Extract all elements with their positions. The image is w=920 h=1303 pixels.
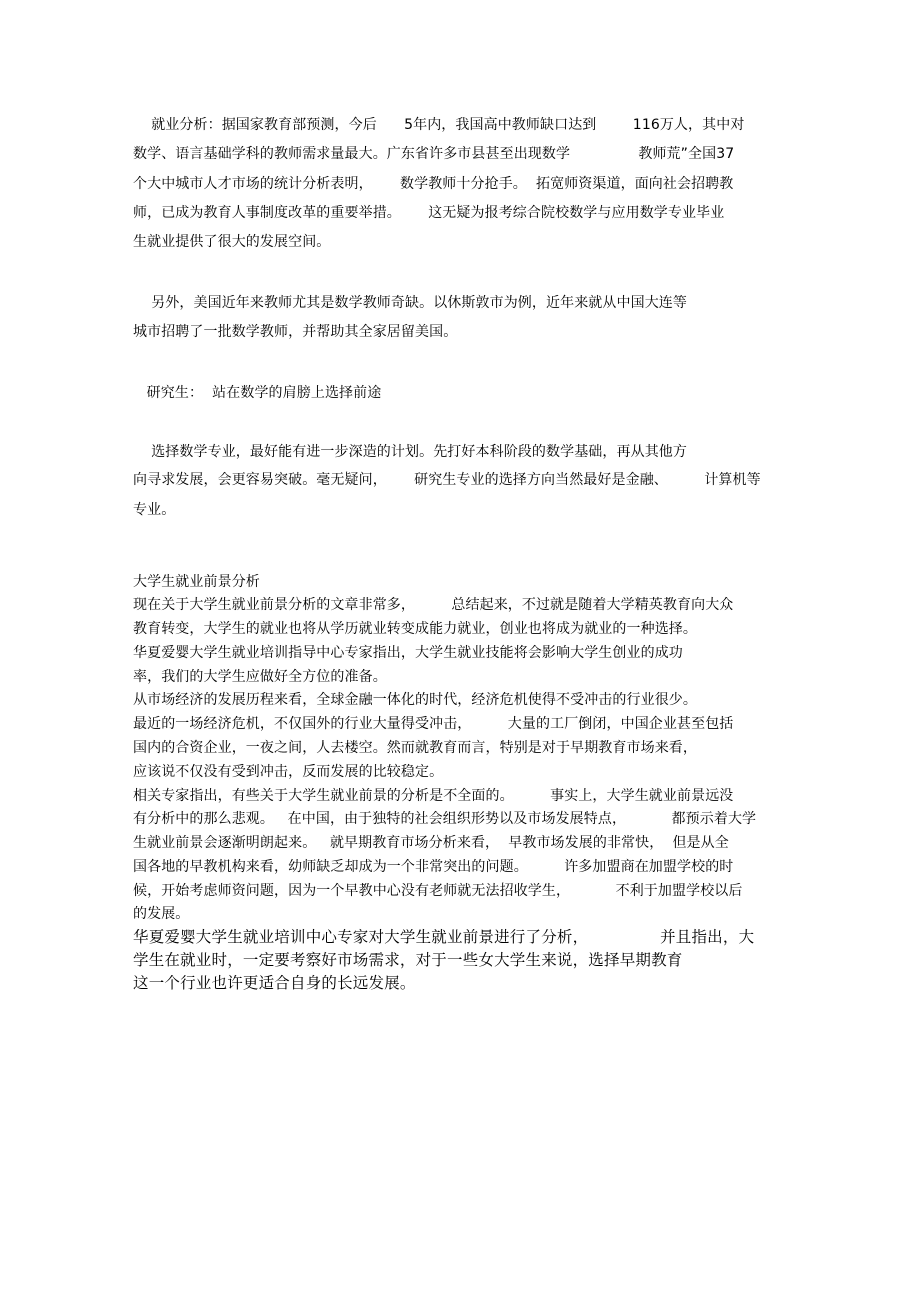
section-line: 国内的合资企业，一夜之间，人去楼空。然而就教育而言，特别是对于早期教育市场来看，: [133, 740, 697, 756]
closing-line: 学生在就业时，一定要考察好市场需求，对于一些女大学生来说，选择早期教育: [133, 951, 683, 969]
section-line: 华夏爱婴大学生就业培训指导中心专家指出，大学生就业技能将会影响大学生创业的成功: [133, 645, 683, 661]
para3-line: 专业。: [133, 502, 176, 518]
section-line: 有分析中的那么悲观。 在中国，由于独特的社会组织形势以及市场发展特点， 都预示着大学: [133, 811, 757, 827]
closing-line: 这一个行业也许更适合自身的长远发展。: [133, 974, 416, 992]
para1-line: 就业分析：据国家教育部预测，今后 5年内，我国高中教师缺口达到 116万人，其中对: [133, 117, 745, 133]
closing-line: 华夏爱婴大学生就业培训中心专家对大学生就业前景进行了分析， 并且指出，大: [133, 928, 755, 946]
para3-line: 选择数学专业，最好能有进一步深造的计划。先打好本科阶段的数学基础，再从其他方: [133, 444, 687, 460]
section-title: 大学生就业前景分析: [133, 574, 260, 590]
section-line: 最近的一场经济危机，不仅国外的行业大量得受冲击， 大量的工厂倒闭，中国企业甚至包括: [133, 716, 734, 732]
section-line: 国各地的早教机构来看，幼师缺乏却成为一个非常突出的问题。 许多加盟商在加盟学校的时: [133, 859, 734, 875]
para1-line: 个大中城市人才市场的统计分析表明， 数学教师十分抢手。 拓宽师资渠道，面向社会招聘教: [133, 176, 734, 192]
para3-line: 向寻求发展，会更容易突破。毫无疑问， 研究生专业的选择方向当然最好是金融、 计算机等: [133, 472, 761, 488]
para1-line: 师，已成为教育人事制度改革的重要举措。 这无疑为报考综合院校数学与应用数学专业毕业: [133, 205, 725, 221]
section-line: 生就业前景会逐渐明朗起来。 就早期教育市场分析来看， 早教市场发展的非常快， 但是从全: [133, 835, 729, 851]
section-line: 候，开始考虑师资问题，因为一个早教中心没有老师就无法招收学生， 不利于加盟学校以后: [133, 883, 743, 899]
section-line: 的发展。: [133, 906, 190, 922]
graduate-heading: 研究生： 站在数学的肩膀上选择前途: [133, 385, 382, 401]
section-line: 从市场经济的发展历程来看，全球金融一体化的时代，经济危机使得不受冲击的行业很少。: [133, 692, 697, 708]
section-line: 教育转变，大学生的就业也将从学历就业转变成能力就业，创业也将成为就业的一种选择。: [133, 621, 697, 637]
para1-line: 生就业提供了很大的发展空间。: [133, 234, 331, 250]
section-line: 相关专家指出，有些关于大学生就业前景的分析是不全面的。 事实上，大学生就业前景远没: [133, 788, 734, 804]
section-line: 现在关于大学生就业前景分析的文章非常多， 总结起来，不过就是随着大学精英教育向大众: [133, 597, 734, 613]
para2-line: 另外，美国近年来教师尤其是数学教师奇缺。以休斯敦市为例，近年来就从中国大连等: [133, 295, 687, 311]
para2-line: 城市招聘了一批数学教师，并帮助其全家居留美国。: [133, 324, 458, 340]
section-line: 率，我们的大学生应做好全方位的准备。: [133, 669, 387, 685]
section-line: 应该说不仅没有受到冲击，反而发展的比较稳定。: [133, 764, 444, 780]
para1-line: 数学、语言基础学科的教师需求量最大。广东省许多市县甚至出现数学 教师荒”全国37: [133, 146, 735, 162]
